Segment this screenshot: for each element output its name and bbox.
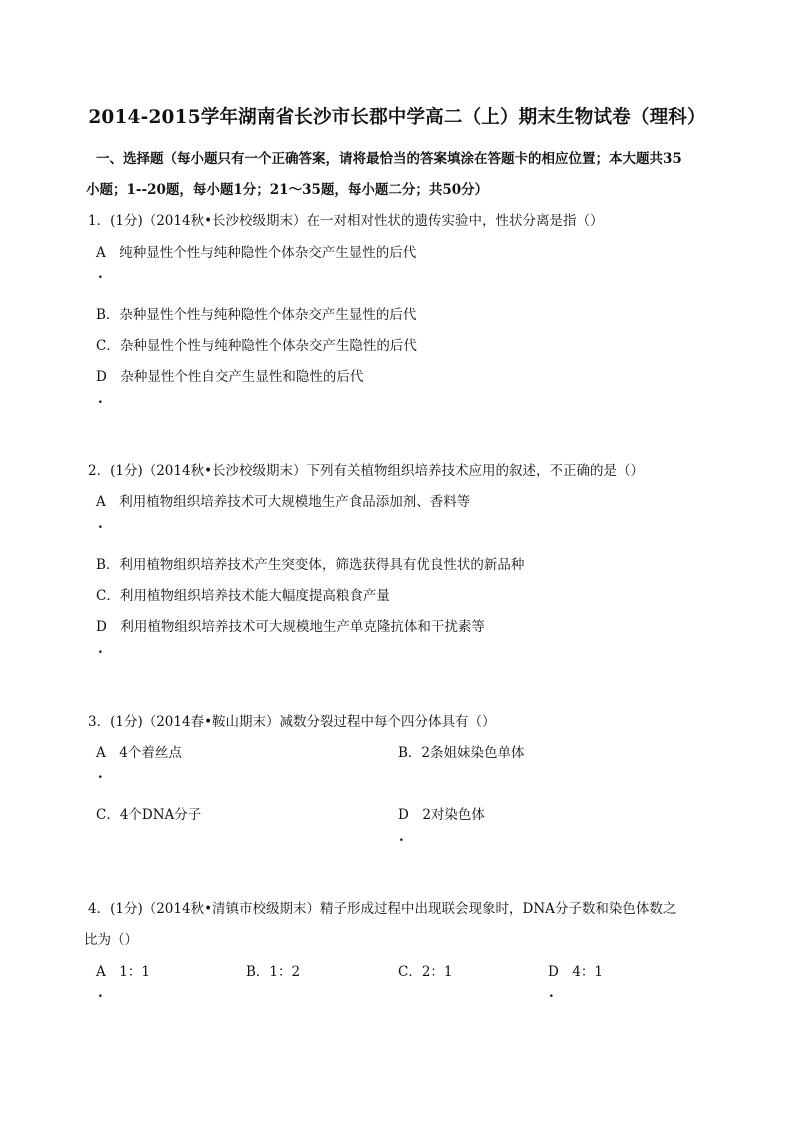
question-2-option-d: D 利用植物组织培养技术可大规模地生产单克隆抗体和干扰素等 xyxy=(96,619,485,635)
option-dot: . xyxy=(98,985,103,1001)
question-4-stem-continued: 比为（） xyxy=(84,932,138,948)
question-1-option-d: D 杂种显性个性自交产生显性和隐性的后代 xyxy=(96,369,364,385)
option-dot: . xyxy=(98,641,103,657)
question-1-option-a: A 纯种显性个性与纯种隐性个体杂交产生显性的后代 xyxy=(96,245,417,261)
question-1-option-b: B．杂种显性个性与纯种隐性个体杂交产生显性的后代 xyxy=(96,307,417,323)
option-dot: . xyxy=(98,391,103,407)
question-2-stem: 2．(1分)（2014秋•长沙校级期末）下列有关植物组织培养技术应用的叙述，不正确的是（） xyxy=(88,463,645,479)
question-2-option-c: C．利用植物组织培养技术能大幅度提高粮食产量 xyxy=(96,588,390,604)
question-4-stem: 4．(1分)（2014秋•清镇市校级期末）精子形成过程中出现联会现象时，DNA分子数和染色体数之 xyxy=(88,901,677,917)
question-3-stem: 3．(1分)（2014春•鞍山期末）减数分裂过程中每个四分体具有（） xyxy=(88,714,496,730)
question-4-option-d: D 4：1 xyxy=(548,964,604,980)
exam-title: 2014-2015学年湖南省长沙市长郡中学高二（上）期末生物试卷（理科） xyxy=(88,107,706,128)
question-1-stem: 1．(1分)（2014秋•长沙校级期末）在一对相对性状的遗传实验中，性状分离是指（） xyxy=(88,213,604,229)
option-dot: . xyxy=(98,766,103,782)
question-4-option-b: B．1：2 xyxy=(246,964,301,980)
question-4-option-a: A 1：1 xyxy=(96,964,150,980)
question-3-option-c: C．4个DNA分子 xyxy=(96,807,202,823)
question-2-option-b: B．利用植物组织培养技术产生突变体，筛选获得具有优良性状的新品种 xyxy=(96,557,525,573)
option-dot: . xyxy=(399,829,404,845)
option-dot: . xyxy=(549,985,554,1001)
question-4-option-c: C．2：1 xyxy=(398,964,453,980)
question-3-option-b: B．2条姐妹染色单体 xyxy=(398,745,525,761)
question-2-option-a: A 利用植物组织培养技术可大规模地生产食品添加剂、香料等 xyxy=(96,494,471,510)
option-dot: . xyxy=(98,266,103,282)
option-dot: . xyxy=(98,516,103,532)
question-1-option-c: C．杂种显性个性与纯种隐性个体杂交产生隐性的后代 xyxy=(96,338,417,354)
question-3-option-a: A 4个着丝点 xyxy=(96,745,182,761)
section-instructions-line-1: 一、选择题（每小题只有一个正确答案，请将最恰当的答案填涂在答题卡的相应位置；本大题共35 xyxy=(96,151,682,167)
section-instructions-line-2: 小题；1--20题，每小题1分；21～35题，每小题二分；共50分） xyxy=(86,182,489,198)
question-3-option-d: D 2对染色体 xyxy=(398,807,485,823)
